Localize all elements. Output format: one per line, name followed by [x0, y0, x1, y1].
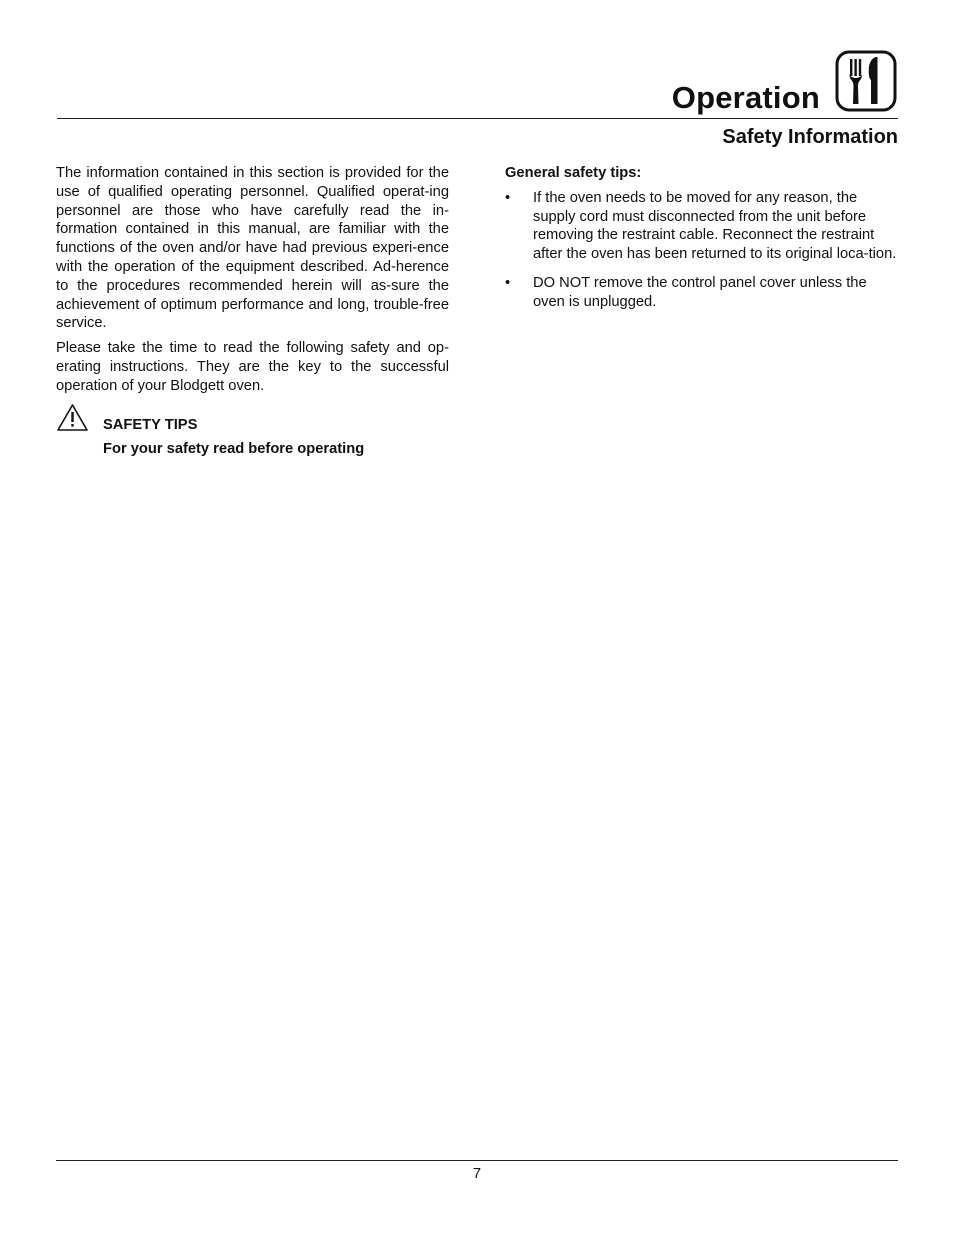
safety-tip-list — [505, 189, 898, 312]
page-title: Operation — [671, 80, 820, 115]
safety-tips-title: SAFETY TIPS — [103, 416, 198, 433]
left-column — [56, 164, 449, 478]
fork-knife-icon — [835, 50, 897, 112]
general-safety-heading: General safety tips: — [505, 165, 642, 181]
header-divider — [57, 118, 898, 119]
safety-tips-subtitle: For your safety read before operating — [103, 440, 365, 457]
tip-text: If the oven needs to be moved for any reason, the supply cord must disconnected from the unit before removing the restraint cable. Reconnect the restraint after the oven has been returned to its original loca-tion. — [533, 189, 897, 263]
right-column — [505, 164, 898, 322]
safety-tips-block — [56, 408, 449, 478]
bullet-marker: • — [505, 189, 511, 206]
list-item — [505, 274, 898, 312]
page-number: 7 — [472, 1166, 482, 1182]
tip-text: DO NOT remove the control panel cover unless the oven is unplugged. — [533, 274, 867, 310]
warning-triangle-icon — [56, 403, 89, 432]
instructions-paragraph: Please take the time to read the following safety and op-erating instructions. They are the key to the successful operation of your Blodgett oven. — [56, 340, 449, 394]
bullet-marker: • — [505, 274, 511, 291]
list-item — [505, 189, 898, 264]
footer-divider — [56, 1160, 898, 1161]
section-title: Safety Information — [722, 126, 898, 148]
intro-paragraph: The information contained in this section is provided for the use of qualified operating personnel. Qualified operat-ing personnel are those who have carefully read the in-formation contained in this manual, are familiar with the functions of the oven and/or have had previous experi-ence with the operation of the equipment described. Ad-herence to the procedures recommended herein will as-sure the achievement of optimum performance and long, trouble-free service. — [56, 165, 449, 332]
